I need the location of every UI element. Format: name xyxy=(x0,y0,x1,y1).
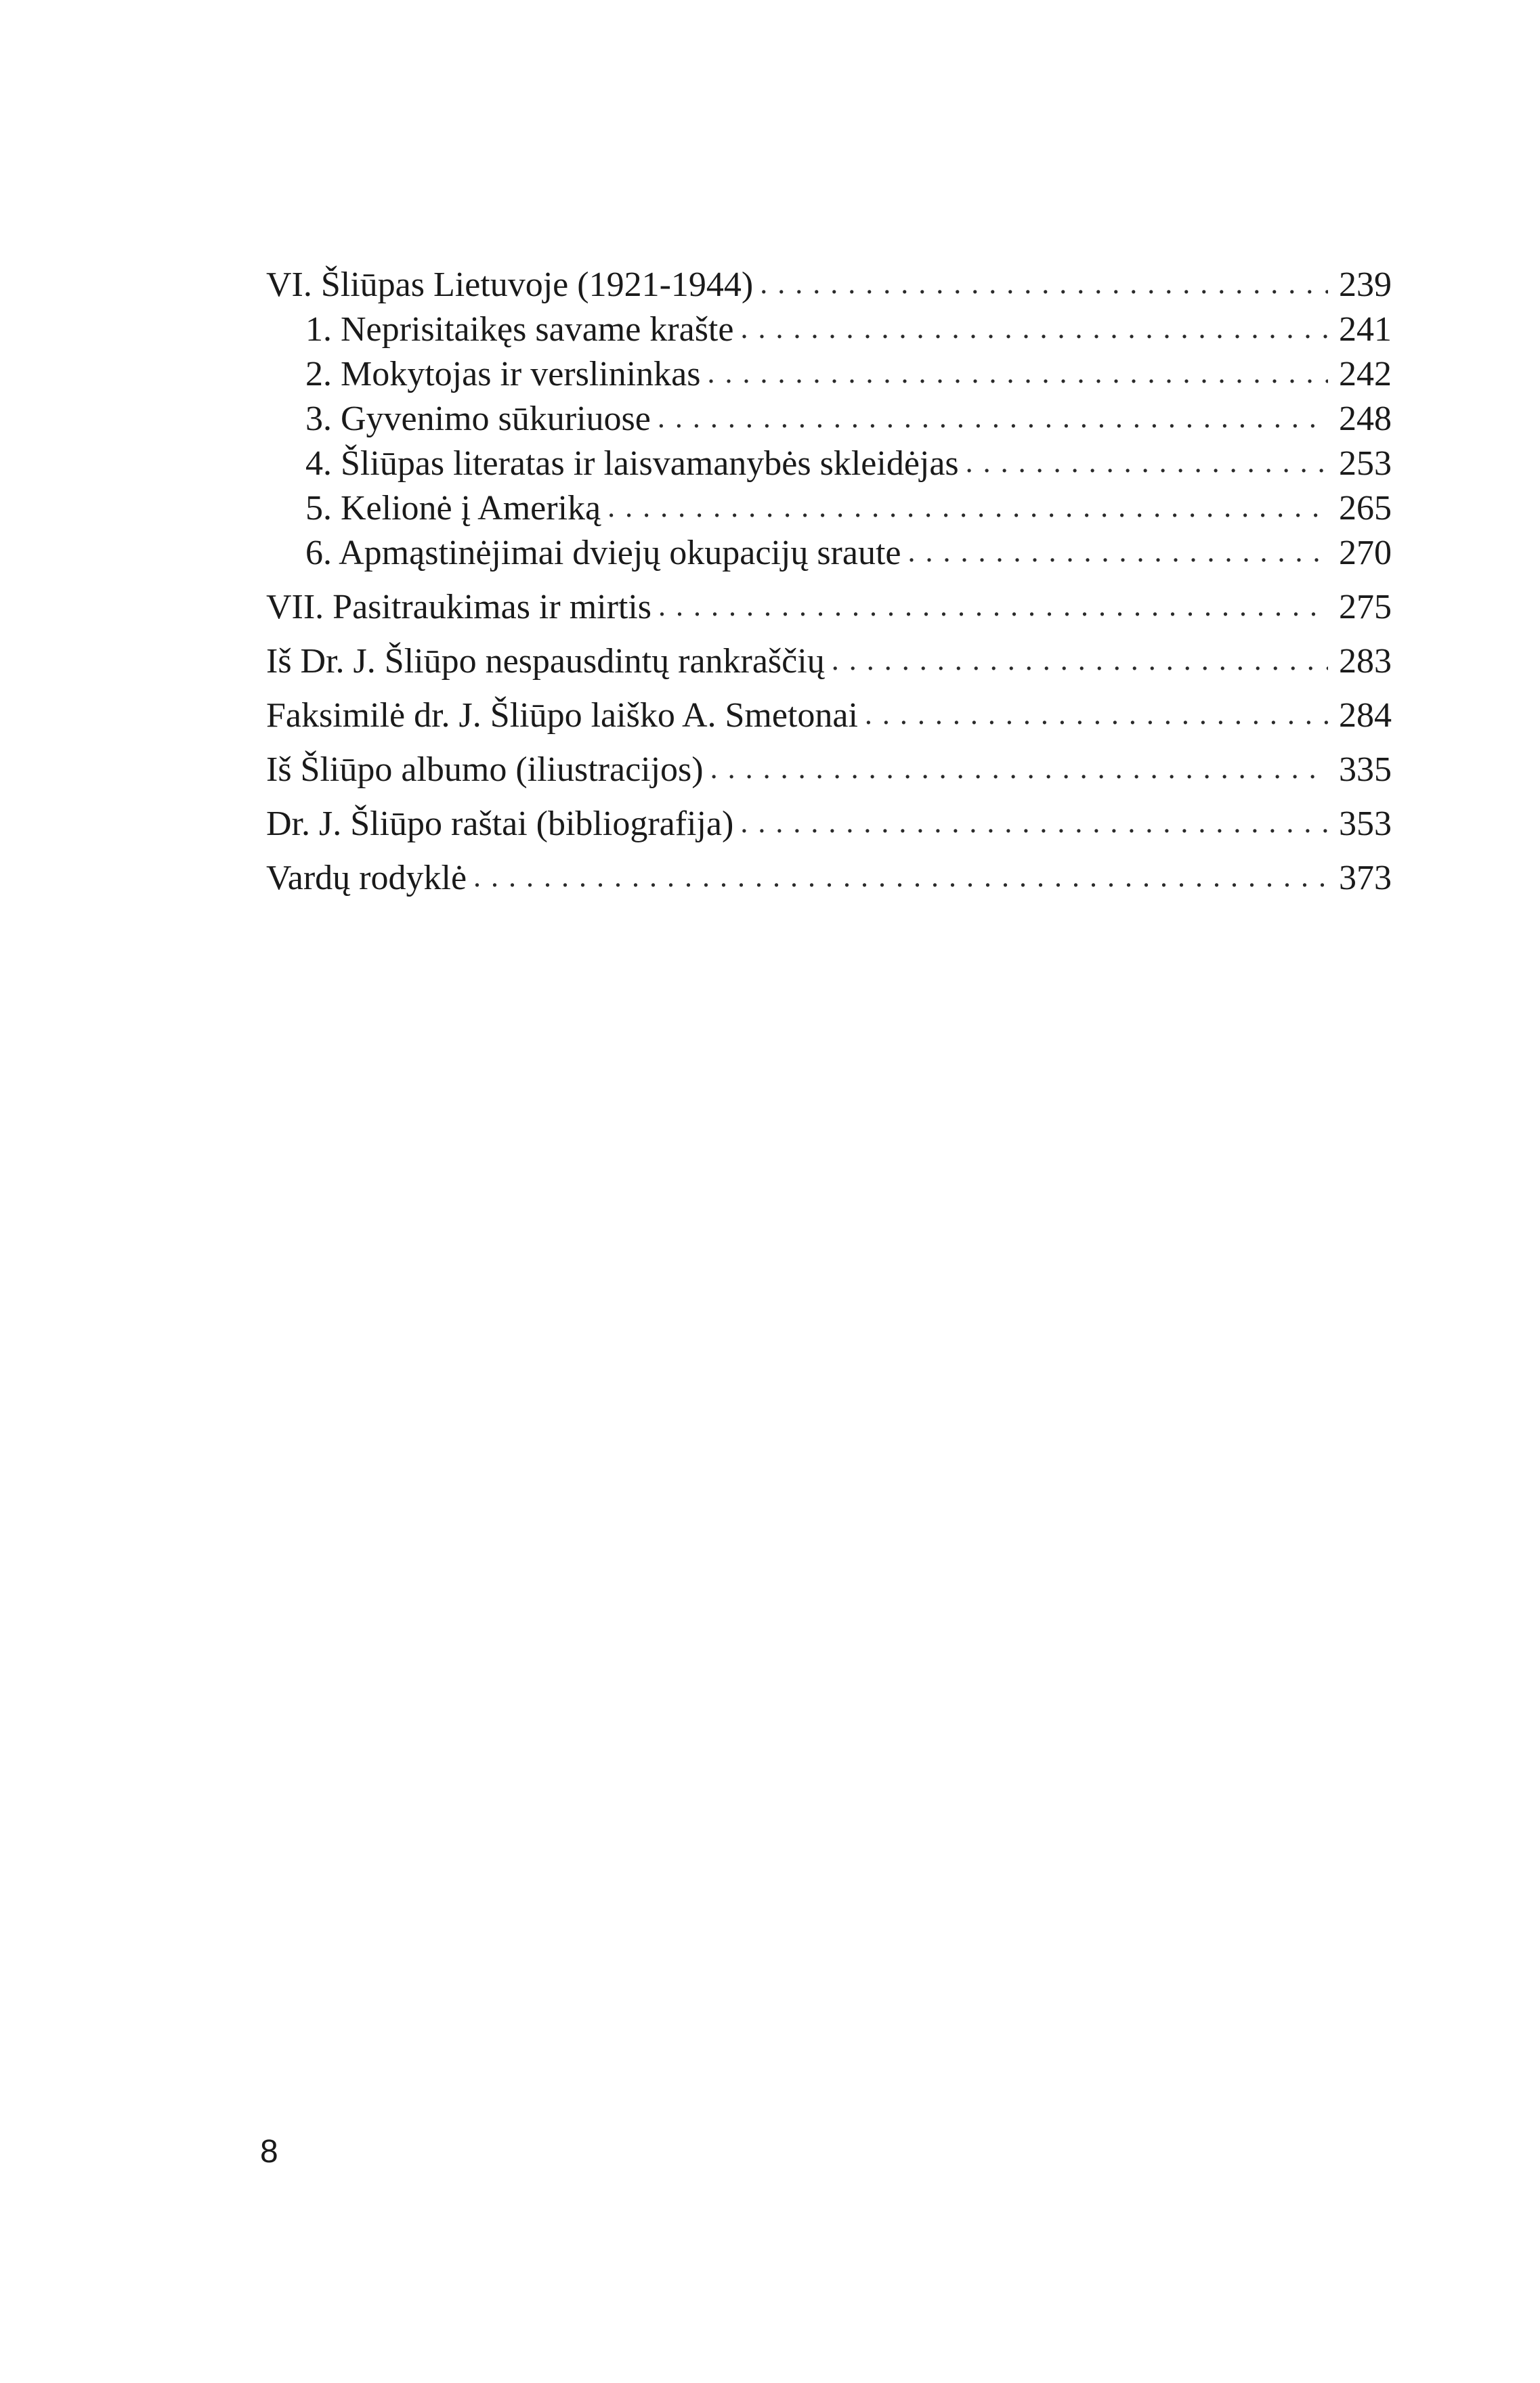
toc-entry-page: 353 xyxy=(1339,804,1392,843)
toc-entry-page: 335 xyxy=(1339,750,1392,789)
dot-leader xyxy=(832,637,1328,683)
toc-entry-title: Dr. J. Šliūpo raštai (bibliografija) xyxy=(266,804,734,843)
toc-entry-name-index xyxy=(266,856,1392,901)
toc-entry-facsimile xyxy=(266,693,1392,738)
toc-entry-title: 1. Neprisitaikęs savame krašte xyxy=(305,310,734,349)
dot-leader xyxy=(607,484,1328,530)
toc-entry-title: Faksimilė dr. J. Šliūpo laiško A. Smetonai xyxy=(266,696,858,735)
toc-entry-section-6 xyxy=(266,531,1392,576)
table-of-contents xyxy=(266,263,1392,901)
toc-entry-chapter-vi xyxy=(266,263,1392,307)
toc-entry-section-1 xyxy=(266,307,1392,352)
toc-entry-title: 4. Šliūpas literatas ir laisvamanybės skleidėjas xyxy=(305,444,959,483)
toc-entry-title: VI. Šliūpas Lietuvoje (1921-1944) xyxy=(266,265,754,304)
toc-entry-title: Iš Dr. J. Šliūpo nespausdintų rankraščių xyxy=(266,642,825,681)
dot-leader xyxy=(740,799,1328,845)
toc-entry-bibliography xyxy=(266,802,1392,846)
toc-entry-title: 5. Kelionė į Ameriką xyxy=(305,489,601,528)
toc-entry-section-2 xyxy=(266,352,1392,397)
toc-entry-title: 2. Mokytojas ir verslininkas xyxy=(305,355,701,393)
dot-leader xyxy=(966,439,1328,485)
toc-entry-page: 284 xyxy=(1339,696,1392,735)
toc-entry-page: 270 xyxy=(1339,534,1392,572)
dot-leader xyxy=(740,305,1328,351)
dot-leader xyxy=(907,528,1328,574)
toc-entry-title: VII. Pasitraukimas ir mirtis xyxy=(266,588,652,626)
toc-entry-album xyxy=(266,748,1392,792)
dot-leader xyxy=(708,349,1328,395)
toc-entry-page: 242 xyxy=(1339,355,1392,393)
dot-leader xyxy=(658,582,1328,628)
dot-leader xyxy=(658,394,1328,440)
toc-entry-page: 241 xyxy=(1339,310,1392,349)
toc-entry-page: 265 xyxy=(1339,489,1392,528)
toc-entry-manuscripts xyxy=(266,639,1392,684)
toc-entry-title: Vardų rodyklė xyxy=(266,859,467,897)
toc-entry-page: 283 xyxy=(1339,642,1392,681)
toc-entry-title: Iš Šliūpo albumo (iliustracijos) xyxy=(266,750,704,789)
toc-entry-section-3 xyxy=(266,397,1392,442)
toc-entry-page: 373 xyxy=(1339,859,1392,897)
dot-leader xyxy=(710,745,1328,791)
toc-entry-title: 6. Apmąstinėjimai dviejų okupacijų sraute xyxy=(305,534,901,572)
toc-entry-page: 248 xyxy=(1339,400,1392,438)
toc-entry-chapter-vii xyxy=(266,585,1392,630)
toc-entry-title: 3. Gyvenimo sūkuriuose xyxy=(305,400,651,438)
toc-entry-page: 239 xyxy=(1339,265,1392,304)
page-number: 8 xyxy=(260,2134,278,2170)
toc-entry-section-5 xyxy=(266,486,1392,531)
toc-entry-page: 253 xyxy=(1339,444,1392,483)
toc-entry-page: 275 xyxy=(1339,588,1392,626)
dot-leader xyxy=(865,691,1328,737)
toc-entry-section-4 xyxy=(266,442,1392,486)
dot-leader xyxy=(473,853,1328,899)
dot-leader xyxy=(760,260,1328,306)
